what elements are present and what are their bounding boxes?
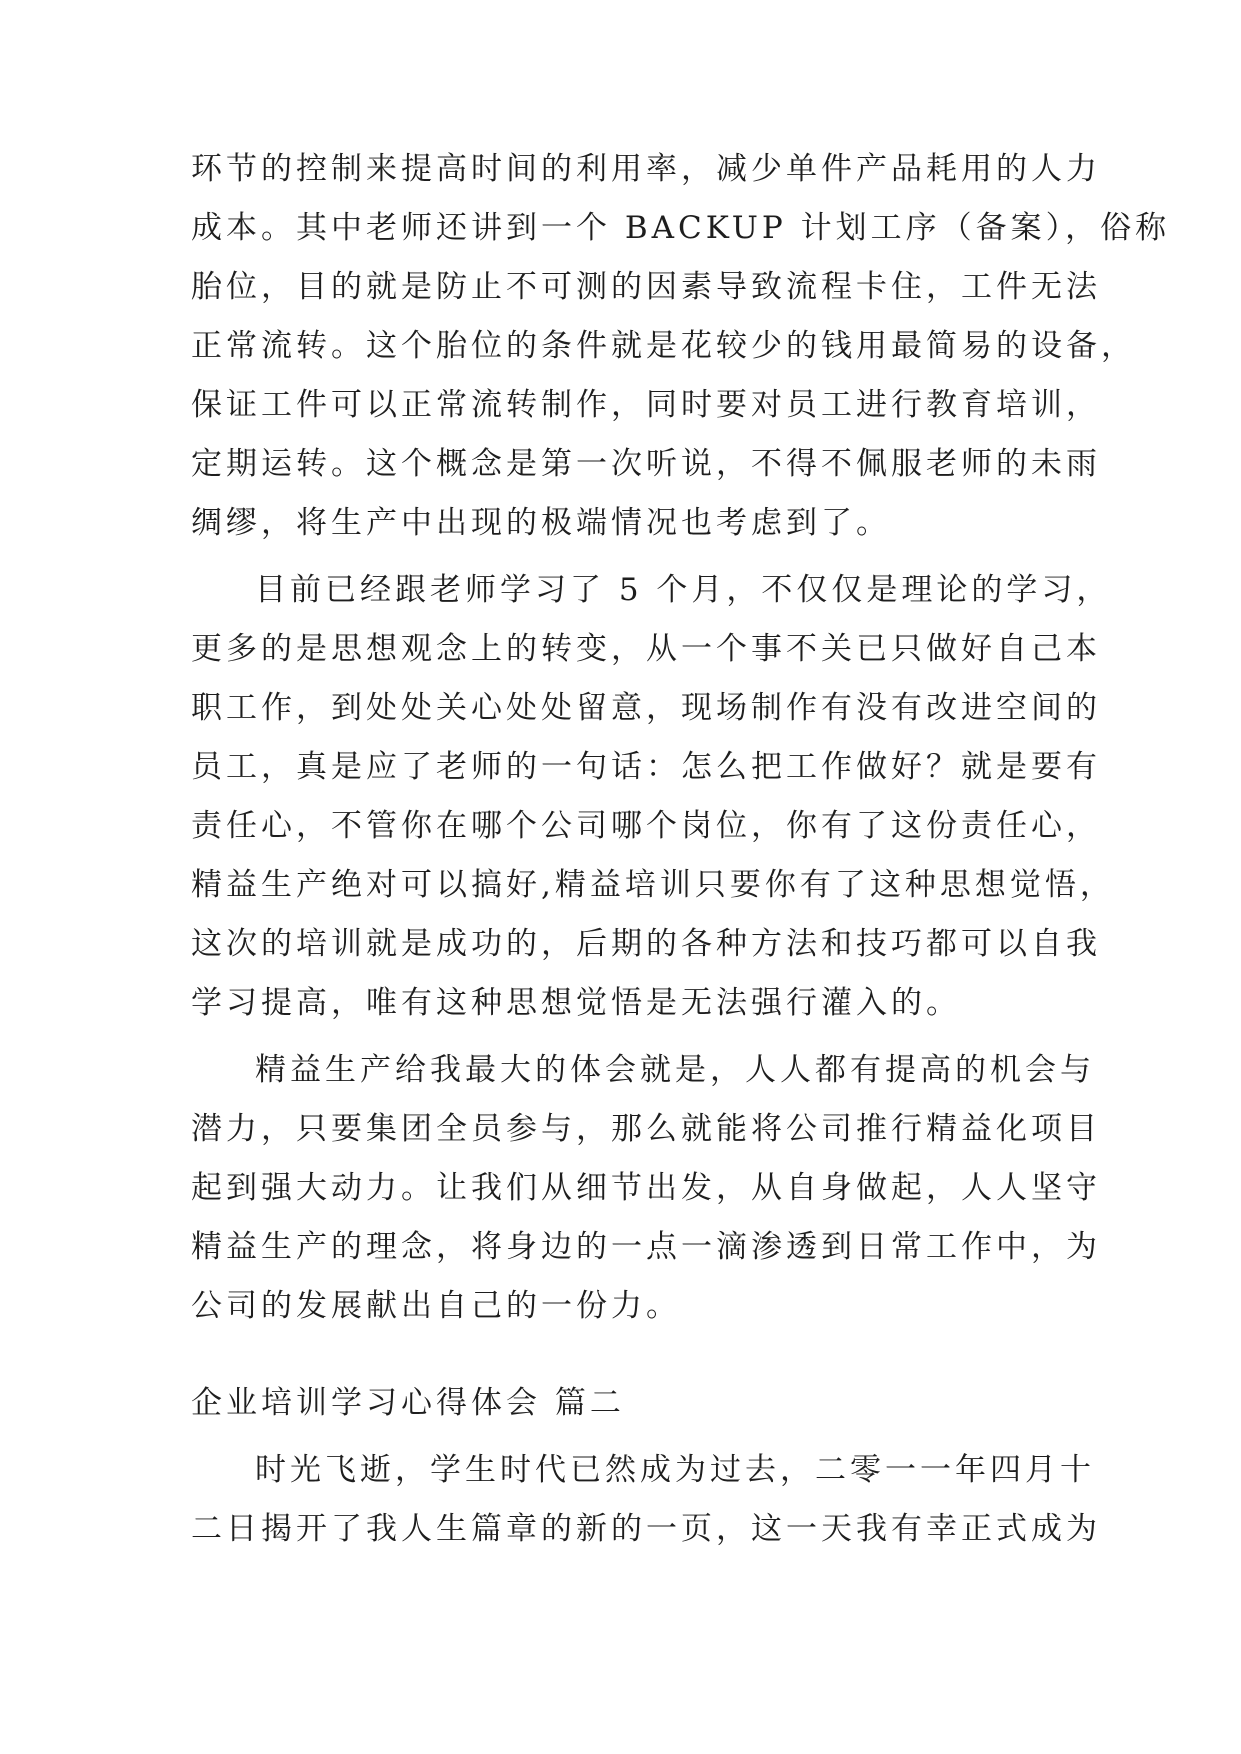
- text-line: 胎位，目的就是防止不可测的因素导致流程卡住，工件无法: [191, 269, 1101, 305]
- text-line: 职工作，到处处关心处处留意，现场制作有没有改进空间的: [191, 690, 1101, 726]
- section-heading: 企业培训学习心得体会 篇二: [191, 1385, 625, 1421]
- text-line: 责任心，不管你在哪个公司哪个岗位，你有了这份责任心，: [191, 808, 1101, 844]
- text-line: 正常流转。这个胎位的条件就是花较少的钱用最简易的设备，: [191, 328, 1136, 364]
- text-line: 潜力，只要集团全员参与，那么就能将公司推行精益化项目: [191, 1111, 1101, 1147]
- text-line: 起到强大动力。让我们从细节出发，从自身做起，人人坚守: [191, 1170, 1101, 1206]
- text-line: 学习提高，唯有这种思想觉悟是无法强行灌入的。: [191, 985, 961, 1021]
- text-line: 绸缪，将生产中出现的极端情况也考虑到了。: [191, 505, 891, 541]
- text-line: 员工，真是应了老师的一句话：怎么把工作做好？就是要有: [191, 749, 1101, 785]
- text-line: 目前已经跟老师学习了 5 个月，不仅仅是理论的学习，: [255, 572, 1112, 608]
- text-line: 定期运转。这个概念是第一次听说，不得不佩服老师的未雨: [191, 446, 1101, 482]
- text-line: 精益生产绝对可以搞好,精益培训只要你有了这种思想觉悟，: [191, 867, 1115, 903]
- text-line: 环节的控制来提高时间的利用率，减少单件产品耗用的人力: [191, 151, 1101, 187]
- text-line: 更多的是思想观念上的转变，从一个事不关已只做好自己本: [191, 631, 1101, 667]
- text-line: 成本。其中老师还讲到一个 BACKUP 计划工序（备案），俗称: [191, 210, 1171, 246]
- text-line: 精益生产的理念，将身边的一点一滴渗透到日常工作中，为: [191, 1229, 1101, 1265]
- text-line: 精益生产给我最大的体会就是，人人都有提高的机会与: [255, 1052, 1095, 1088]
- text-line: 公司的发展献出自己的一份力。: [191, 1288, 681, 1324]
- text-line: 二日揭开了我人生篇章的新的一页，这一天我有幸正式成为: [191, 1511, 1101, 1547]
- text-line: 时光飞逝，学生时代已然成为过去，二零一一年四月十: [255, 1452, 1095, 1488]
- text-line: 保证工件可以正常流转制作，同时要对员工进行教育培训，: [191, 387, 1101, 423]
- text-line: 这次的培训就是成功的，后期的各种方法和技巧都可以自我: [191, 926, 1101, 962]
